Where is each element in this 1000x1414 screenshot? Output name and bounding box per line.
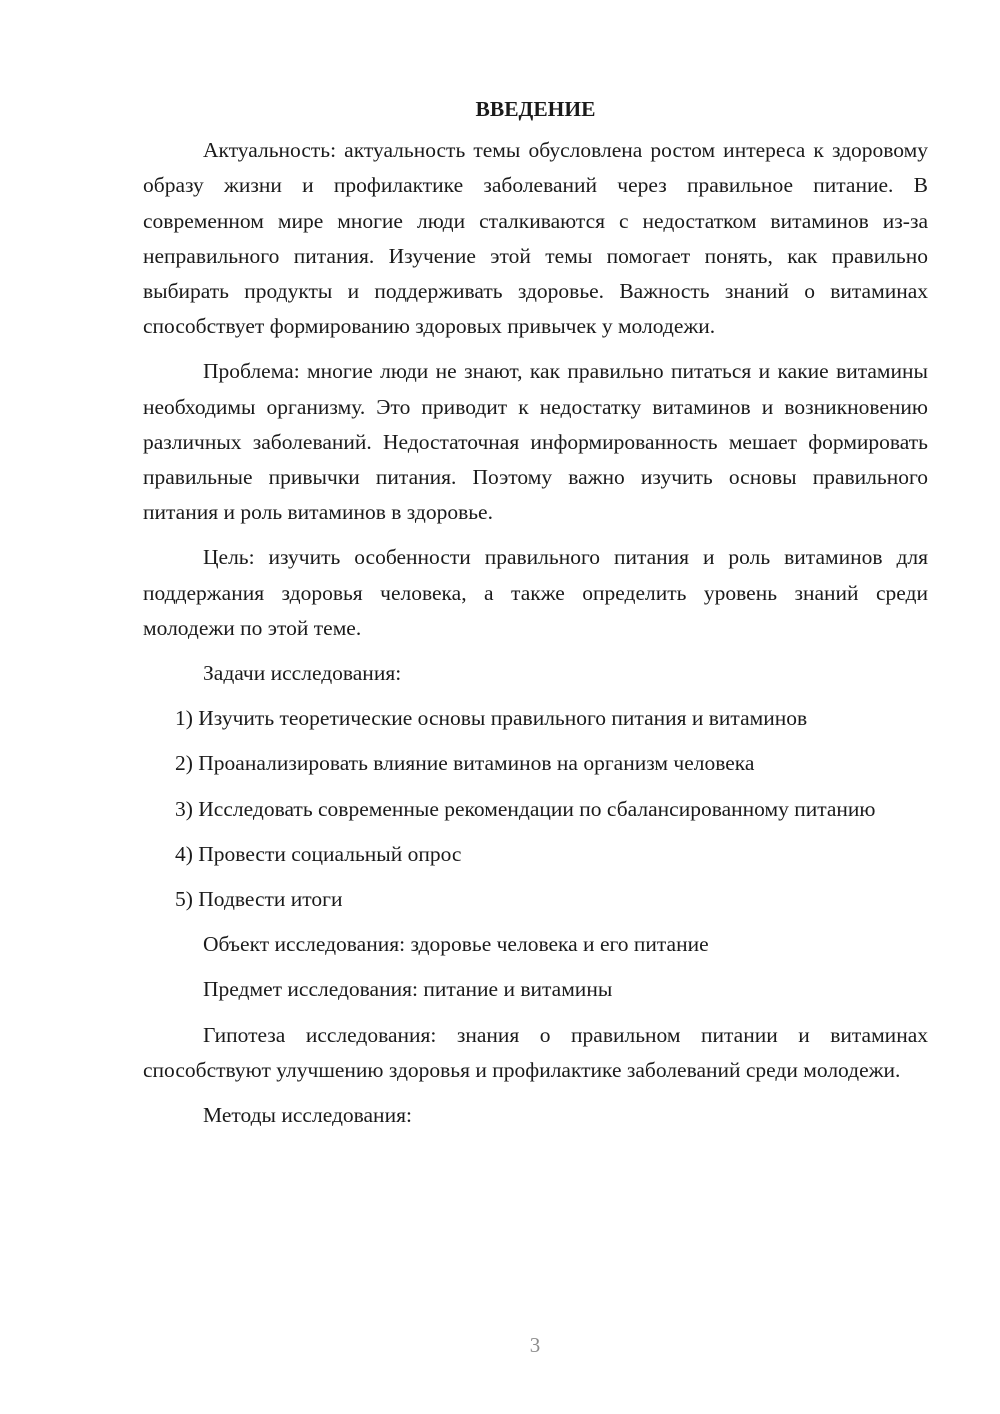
task-item-1: 1) Изучить теоретические основы правильного питания и витаминов [175, 706, 808, 731]
task-item-2: 2) Проанализировать влияние витаминов на организм человека [175, 751, 755, 776]
research-subject: Предмет исследования: питание и витамины [203, 977, 613, 1002]
tasks-intro: Задачи исследования: [203, 661, 402, 686]
task-item-5: 5) Подвести итоги [175, 887, 343, 912]
page-number: 3 [529, 1333, 541, 1357]
paragraph-problem: Проблема: многие люди не знают, как правильно питаться и какие витамины необходимы организму. Это приводит к недостатку витаминов и возникновению различных заболеваний. Недостаточная информированность мешает формировать правильные привычки питания. Поэтому важно изучить основы правильного питания и роль витаминов в здоровье. [143, 359, 928, 525]
research-hypothesis: Гипотеза исследования: знания о правильном питании и витаминах способствуют улучшению здоровья и профилактике заболеваний среди молодежи. [143, 1022, 928, 1082]
paragraph-goal: Цель: изучить особенности правильного питания и роль витаминов для поддержания здоровья человека, а также определить уровень знаний среди молодежи по этой теме. [143, 545, 928, 640]
paragraph-relevance: Актуальность: актуальность темы обусловлена ростом интереса к здоровому образу жизни и профилактике заболеваний через правильное питание. В современном мире многие люди сталкиваются с недостатком витаминов из-за неправильного питания. Изучение этой темы помогает понять, как правильно выбирать продукты и поддерживать здоровье. Важность знаний о витаминах способствует формированию здоровых привычек у молодежи. [143, 138, 928, 339]
page-title: ВВЕДЕНИЕ [475, 97, 596, 121]
task-item-3: 3) Исследовать современные рекомендации по сбалансированному питанию [175, 796, 876, 821]
page-content [143, 92, 928, 1143]
research-object: Объект исследования: здоровье человека и его питание [203, 932, 709, 957]
task-item-4: 4) Провести социальный опрос [175, 841, 462, 866]
research-methods: Методы исследования: [203, 1103, 412, 1128]
